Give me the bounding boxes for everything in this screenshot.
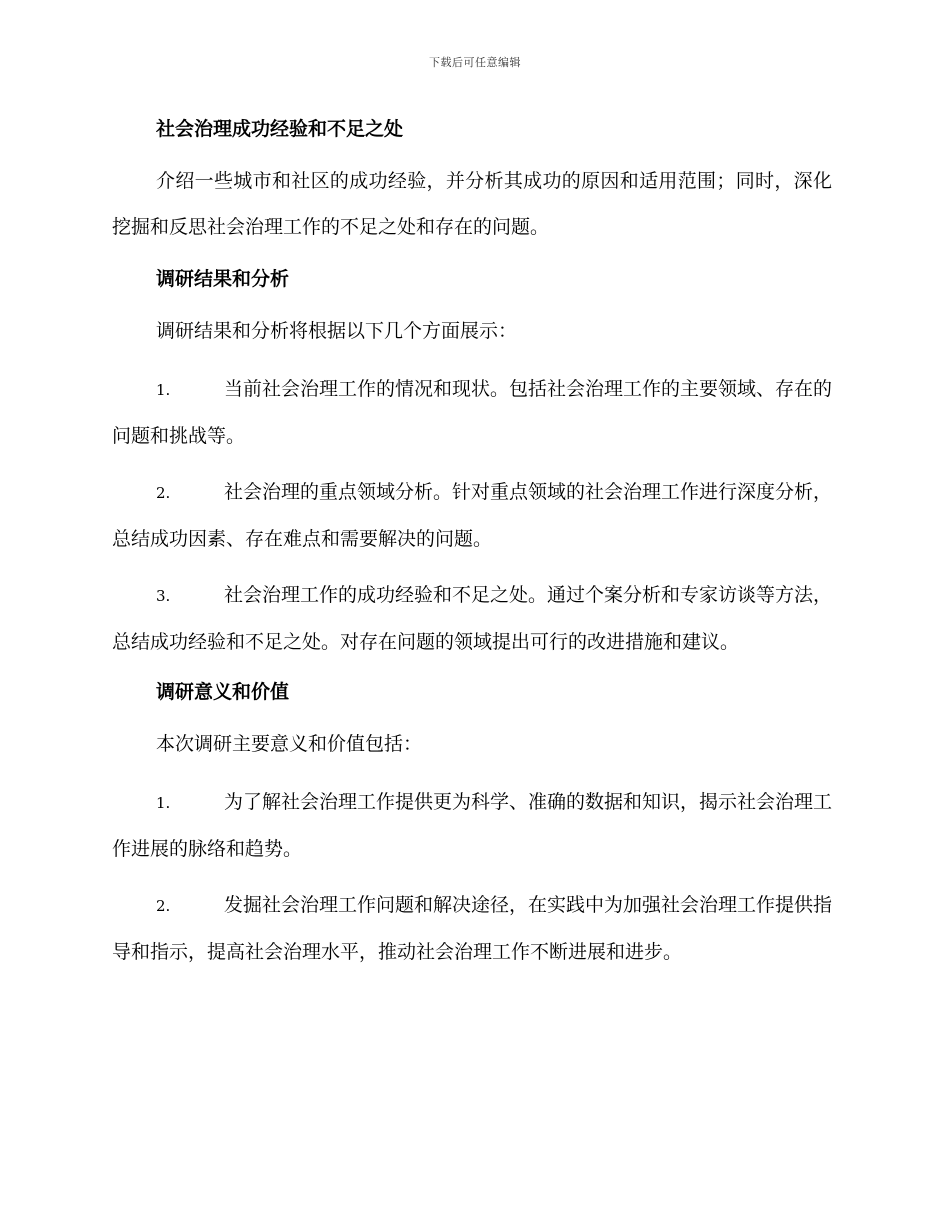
header-note: 下载后可任意编辑 (429, 56, 521, 69)
section-intro-results-analysis: 调研结果和分析将根据以下几个方面展示： (156, 320, 518, 342)
list-item-number: 1. (156, 794, 171, 812)
list-item (112, 572, 832, 665)
list-item (112, 366, 832, 459)
list-item-text: 社会治理的重点领域分析。针对重点领域的社会治理工作进行深度分析，总结成功因素、存在难点和需要解决的问题。 (112, 481, 833, 550)
list-item (112, 779, 832, 872)
list-item-text: 当前社会治理工作的情况和现状。包括社会治理工作的主要领域、存在的问题和挑战等。 (112, 378, 833, 447)
list-item-text: 社会治理工作的成功经验和不足之处。通过个案分析和专家访谈等方法，总结成功经验和不足之处。对存在问题的领域提出可行的改进措施和建议。 (112, 584, 833, 653)
section-intro-significance-value: 本次调研主要意义和价值包括： (156, 733, 423, 755)
list-item-number: 2. (156, 484, 171, 502)
list-item-number: 3. (156, 587, 171, 605)
section-heading-results-analysis: 调研结果和分析 (156, 268, 290, 290)
list-item-number: 1. (156, 381, 171, 399)
list-item (112, 882, 832, 975)
list-item (112, 469, 832, 562)
list-item-text: 发掘社会治理工作问题和解决途径，在实践中为加强社会治理工作提供指导和指示，提高社会治理水平，推动社会治理工作不断进展和进步。 (112, 894, 833, 963)
section-paragraph-success-shortcomings: 介绍一些城市和社区的成功经验，并分析其成功的原因和适用范围；同时，深化挖掘和反思社会治理工作的不足之处和存在的问题。 (112, 170, 832, 238)
list-item-number: 2. (156, 897, 171, 915)
document-body (112, 112, 832, 985)
list-item-text: 为了解社会治理工作提供更为科学、准确的数据和知识，揭示社会治理工作进展的脉络和趋势。 (112, 791, 833, 860)
section-heading-significance-value: 调研意义和价值 (156, 681, 290, 703)
section-heading-success-shortcomings: 社会治理成功经验和不足之处 (156, 118, 404, 140)
